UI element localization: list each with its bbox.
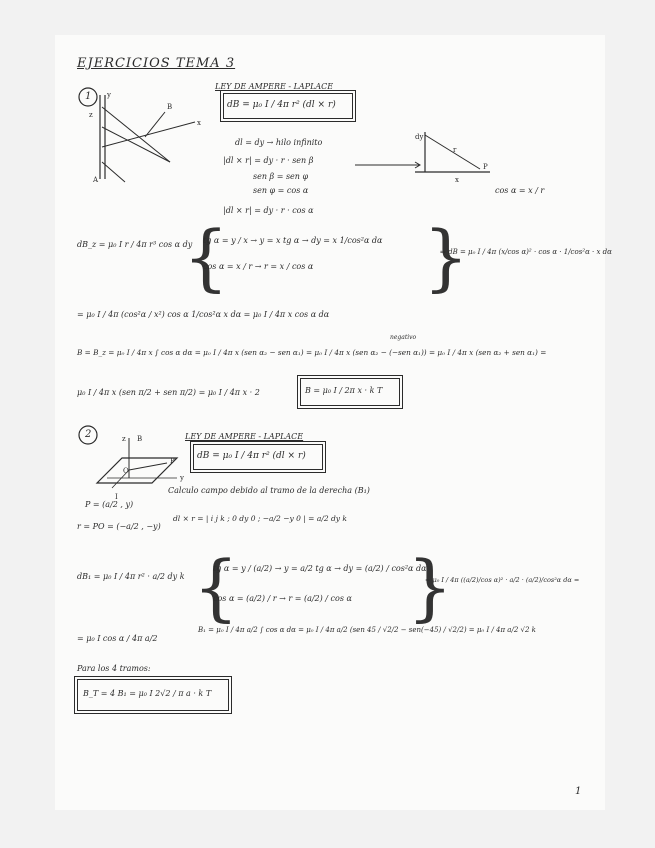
svg-text:y: y [180, 474, 184, 482]
ex1-eq1: = μ₀ I / 4π (cos²α / x²) cos α 1/cos²α x dα = μ₀ I / 4π x cos α dα [77, 310, 330, 319]
ex2-law-formula: dB = μ₀ I / 4π r² (dl × r) [197, 451, 306, 461]
svg-text:P: P [483, 163, 488, 171]
svg-text:y: y [107, 91, 111, 99]
svg-text:O: O [123, 467, 129, 475]
ex1-line4: sen φ = cos α [253, 186, 309, 195]
svg-text:z: z [89, 111, 93, 119]
wire-figure-1 [85, 87, 215, 187]
ex1-result: B = μ₀ I / 2π x · k T [305, 386, 383, 395]
ex1-negativo: negativo [390, 334, 417, 341]
arrow-right [355, 161, 425, 169]
ex2-calc: Calculo campo debido al tramo de la derecha (B₁) [168, 486, 370, 495]
ex1-left-brace: { [183, 215, 229, 299]
ex1-eq3: μ₀ I / 4π x (sen π/2 + sen π/2) = μ₀ I / 4π x · 2 [77, 388, 260, 397]
ex2-four: Para los 4 tramos: [77, 664, 151, 673]
ex1-line1: dl = dy → hilo infinito [235, 138, 323, 147]
ex1-line5: |dl × r| = dy · r · cos α [223, 206, 314, 215]
ex2-result: B_T = 4 B₁ = μ₀ I 2√2 / π a · k T [83, 689, 212, 698]
ex1-cos: cos α = x / r → r = x / cos α [203, 262, 314, 271]
ex1-dB-result: ⇒ dB = μ₀ I / 4π (x/cos α)² · cos α · 1/cos²α · x dα [440, 248, 612, 256]
ex1-law-title: LEY DE AMPERE - LAPLACE [215, 82, 334, 91]
ex1-law-formula: dB = μ₀ I / 4π r² (dl × r) [227, 100, 336, 110]
svg-text:x: x [197, 119, 201, 127]
ex1-line2: |dl × r| = dy · r · sen β [223, 156, 314, 165]
ex2-OP: r = PO = (−a/2 , −y) [77, 522, 161, 531]
svg-text:z: z [122, 435, 126, 443]
ex2-law-title: LEY DE AMPERE - LAPLACE [185, 432, 304, 441]
page-title: EJERCICIOS TEMA 3 [77, 56, 236, 71]
ex2-res: = μ₀ I / 4π ((a/2)/cos α)² · a/2 · (a/2)/cos²α dα = [425, 576, 580, 584]
svg-text:B: B [137, 435, 143, 443]
svg-text:dy: dy [415, 133, 424, 141]
svg-text:I: I [115, 493, 118, 501]
ex1-cos-relation: cos α = x / r [495, 186, 545, 195]
ex1-line3: sen β = sen φ [253, 172, 309, 181]
ex2-cos: cos α = (a/2) / r → r = (a/2) / cos α [213, 594, 352, 603]
ex1-eq2: B = B_z = μ₀ I / 4π x ∫ cos α dα = μ₀ I / 4π x (sen α₂ − sen α₁) = μ₀ I / 4π x (sen α₂ − (−sen α₁)) = μ₀ I / 4π x (sen α₂ + sen α₁) = [77, 348, 547, 357]
exercise-1-number: 1 [85, 91, 92, 102]
triangle-figure [415, 127, 505, 192]
notebook-page [55, 35, 612, 810]
ex1-right-brace: { [423, 215, 469, 299]
ex2-right-brace: { [407, 545, 453, 629]
ex2-B1: B₁ = μ₀ I / 4π a/2 ∫ cos α dα = μ₀ I / 4π a/2 (sen 45 / √2/2 − sen(−45) / √2/2) = μ₀ I / 4π a/2 √2 k [198, 626, 536, 634]
ex2-P: P = (a/2 , y) [85, 500, 134, 509]
svg-text:P: P [170, 457, 175, 465]
ex2-eq1: = μ₀ I cos α / 4π a/2 [77, 634, 158, 643]
exercise-2-number: 2 [85, 429, 92, 440]
ex2-tg: tg α = y / (a/2) → y = a/2 tg α → dy = (a/2) / cos²α dα [213, 564, 427, 573]
ex1-dBz: dB_z = μ₀ I r / 4π r³ cos α dy [77, 240, 193, 249]
svg-text:x: x [455, 176, 459, 184]
ex2-left-brace: { [193, 545, 239, 629]
ex1-tg: tg α = y / x → y = x tg α → dy = x 1/cos²α dα [203, 236, 383, 245]
page-number: 1 [575, 786, 582, 797]
svg-text:A: A [93, 176, 99, 184]
ex2-cross: dl × r = | i j k ; 0 dy 0 ; −a/2 −y 0 | = a/2 dy k [173, 514, 347, 523]
svg-text:r: r [453, 146, 457, 154]
svg-text:B: B [167, 103, 173, 111]
ex2-dB1: dB₁ = μ₀ I / 4π r² · a/2 dy k [77, 572, 185, 581]
